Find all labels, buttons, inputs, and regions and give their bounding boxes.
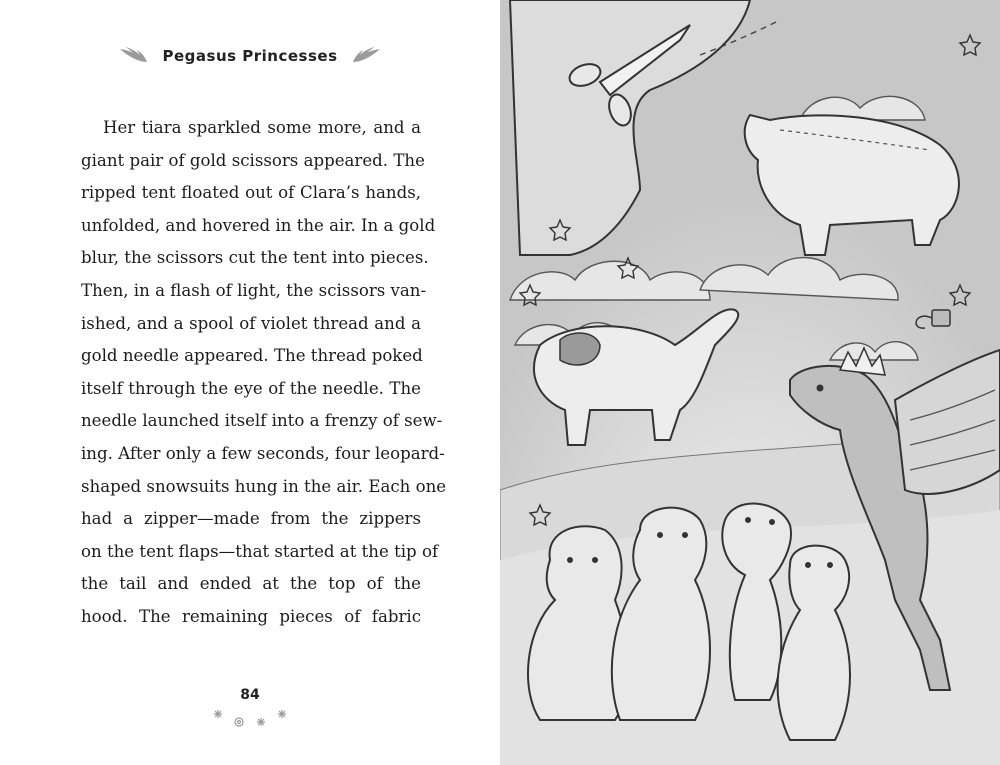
body-text (81, 112, 447, 634)
running-head (0, 46, 500, 66)
text-line: had a zipper—made from the zippers (81, 509, 421, 529)
running-head-title: Pegasus Princesses (162, 47, 338, 65)
text-line: Then, in a flash of light, the scissors van- (81, 280, 427, 300)
text-line: Her tiara sparkled some more, and a (103, 118, 421, 137)
right-wing-icon (352, 46, 382, 66)
text-line: ing. After only a few seconds, four leopard- (81, 443, 445, 463)
text-line: ripped tent floated out of Clara’s hands, (81, 183, 421, 203)
left-wing-icon (118, 46, 148, 66)
text-line: shaped snowsuits hung in the air. Each one (81, 476, 447, 496)
text-line: blur, the scissors cut the tent into pieces. (81, 248, 429, 268)
text-line: hood. The remaining pieces of fabric (81, 606, 421, 626)
text-line: ished, and a spool of violet thread and a (81, 313, 421, 333)
text-line: giant pair of gold scissors appeared. The (81, 150, 425, 170)
text-line: needle launched itself into a frenzy of sew- (81, 411, 443, 431)
text-line: the tail and ended at the top of the (81, 574, 421, 594)
text-line: on the tent flaps—that started at the tip of (81, 541, 439, 561)
illustration (500, 0, 1000, 765)
page-number: 84 (240, 687, 260, 703)
illustration-page (500, 0, 1000, 765)
text-line: gold needle appeared. The thread poked (81, 346, 423, 366)
text-line: itself through the eye of the needle. The (81, 378, 421, 398)
text-line: unfolded, and hovered in the air. In a gold (81, 215, 436, 235)
snowflake-ornament-icon (209, 708, 291, 730)
snow-leopard-cub-icon (778, 546, 850, 740)
